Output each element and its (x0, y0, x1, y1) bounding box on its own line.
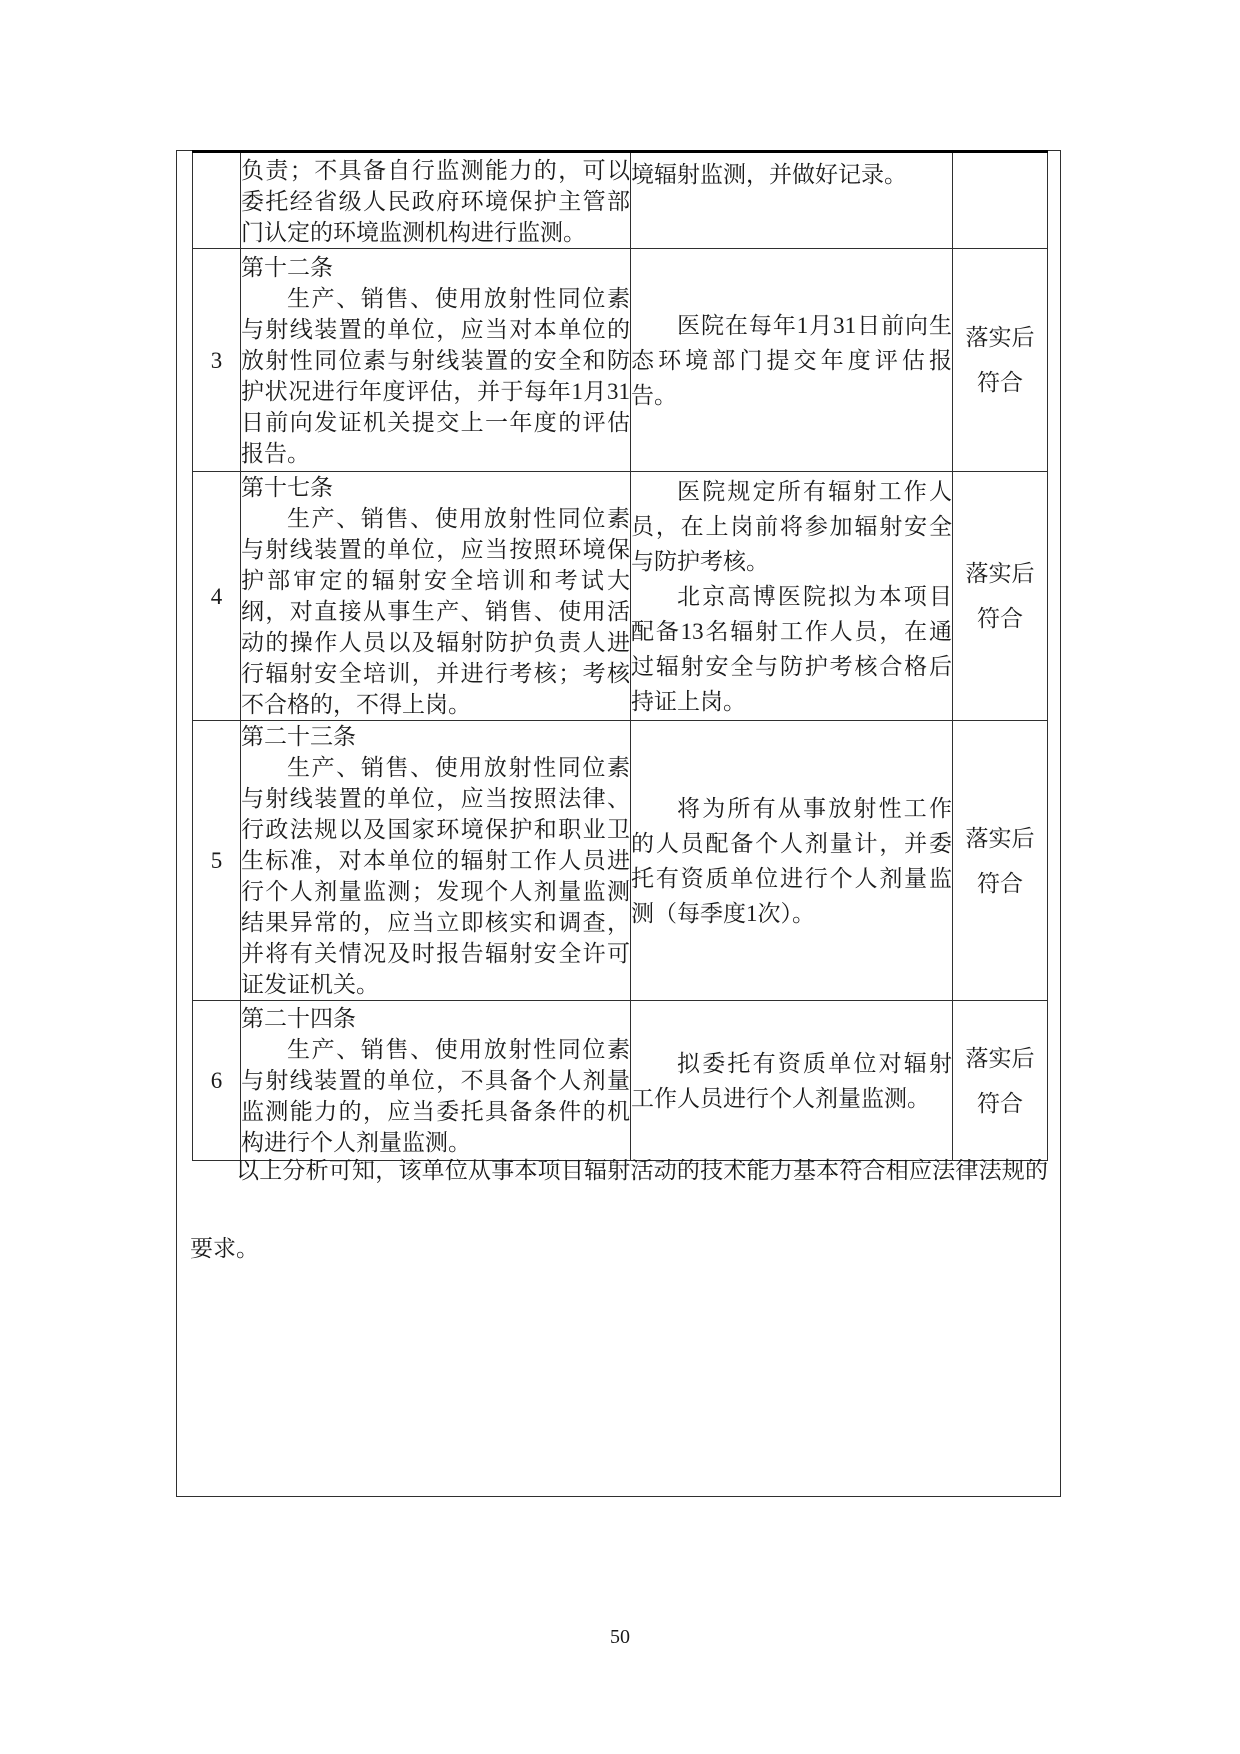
article-number: 第十二条 (241, 254, 333, 280)
status-line: 落实后 (965, 825, 1035, 851)
measure-paragraph: 医院规定所有辐射工作人员，在上岗前将参加辐射安全与防护考核。 (631, 478, 952, 574)
measure-paragraph: 将为所有从事放射性工作的人员配备个人剂量计，并委托有资质单位进行个人剂量监测（每季度1次）。 (631, 795, 952, 926)
status-line: 符合 (977, 1090, 1023, 1116)
row-number-cell: 3 (193, 249, 241, 472)
status-line: 落实后 (965, 561, 1035, 586)
measure-paragraph: 拟委托有资质单位对辐射工作人员进行个人剂量监测。 (631, 1050, 952, 1111)
status-line: 符合 (977, 870, 1023, 896)
law-text: 生产、销售、使用放射性同位素与射线装置的单位，应当按照法律、行政法规以及国家环境保护和职业卫生标准，对本单位的辐射工作人员进行个人剂量监测；发现个人剂量监测结果异常的，应当立即核实和调查，并将有关情况及时报告辐射安全许可证发证机关。 (241, 755, 630, 997)
page-number: 50 (610, 1626, 630, 1648)
measure-paragraph: 北京高博医院拟为本项目配备13名辐射工作人员，在通过辐射安全与防护考核合格后持证上岗。 (631, 583, 952, 714)
status-line: 落实后 (965, 1045, 1035, 1071)
status-line: 落实后 (965, 325, 1035, 350)
measure-cell (631, 472, 953, 721)
status-cell (953, 249, 1048, 472)
law-article-cell (241, 249, 631, 472)
table-row (193, 249, 1048, 472)
article-number: 第二十三条 (241, 724, 356, 749)
status-cell (953, 721, 1048, 1001)
law-article-cell (241, 472, 631, 721)
status-cell (953, 472, 1048, 721)
table-row (193, 472, 1048, 721)
measure-paragraph: 医院在每年1月31日前向生态环境部门提交年度评估报告。 (631, 312, 952, 408)
measure-cell (631, 721, 953, 1001)
law-article-cell (241, 721, 631, 1001)
row-number-cell (193, 152, 241, 249)
row-number-cell: 5 (193, 721, 241, 1001)
table-row (193, 721, 1048, 1001)
status-line: 符合 (977, 370, 1023, 395)
law-text: 生产、销售、使用放射性同位素与射线装置的单位，应当对本单位的放射性同位素与射线装置的安全和防护状况进行年度评估，并于每年1月31日前向发证机关提交上一年度的评估报告。 (241, 285, 630, 466)
row-number-cell: 4 (193, 472, 241, 721)
status-line: 符合 (977, 606, 1023, 631)
article-number: 第二十四条 (241, 1006, 356, 1031)
row-number-cell: 6 (193, 1001, 241, 1161)
measure-cell (631, 249, 953, 472)
table-row-continuation (193, 152, 1048, 249)
law-article-cell (241, 152, 631, 249)
law-text: 负责；不具备自行监测能力的，可以委托经省级人民政府环境保护主管部门认定的环境监测机构进行监测。 (241, 158, 630, 245)
conclusion-paragraph: 以上分析可知，该单位从事本项目辐射活动的技术能力基本符合相应法律法规的要求。 (190, 1158, 1048, 1261)
law-text: 生产、销售、使用放射性同位素与射线装置的单位，应当按照环境保护部审定的辐射安全培训和考试大纲，对直接从事生产、销售、使用活动的操作人员以及辐射防护负责人进行辐射安全培训，并进行考核；考核不合格的，不得上岗。 (241, 506, 630, 717)
status-cell (953, 152, 1048, 249)
measure-cell (631, 152, 953, 249)
law-text: 生产、销售、使用放射性同位素与射线装置的单位，不具备个人剂量监测能力的，应当委托具备条件的机构进行个人剂量监测。 (241, 1037, 630, 1155)
measure-paragraph: 境辐射监测，并做好记录。 (631, 162, 907, 187)
compliance-table (192, 150, 1048, 1161)
article-number: 第十七条 (241, 475, 333, 500)
